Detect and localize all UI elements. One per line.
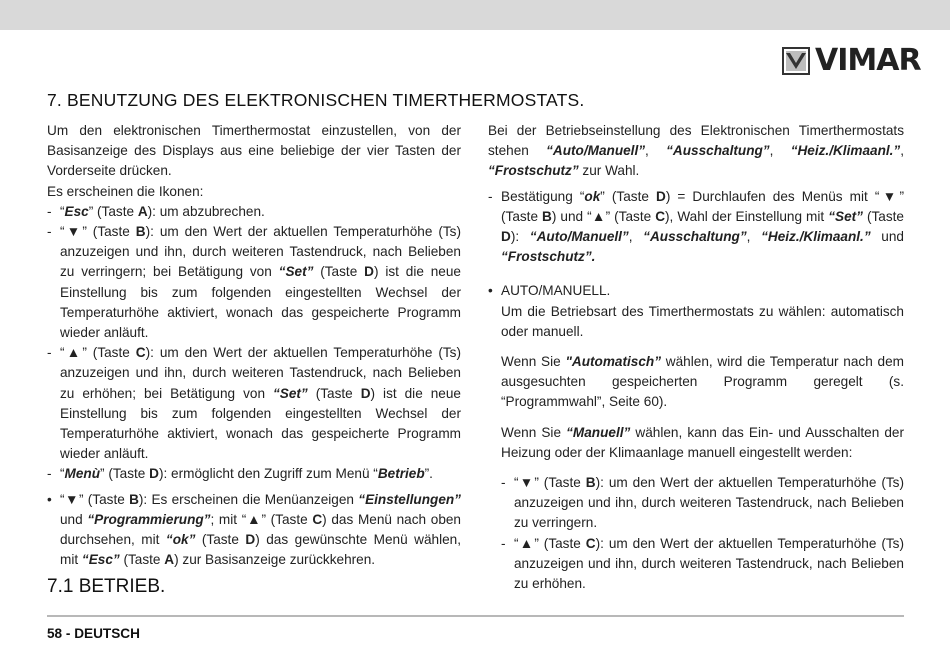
page-footer: 58 - DEUTSCH bbox=[47, 626, 140, 641]
mode-intro: Bei der Betriebseinstellung des Elektronischen Timerthermostats stehen “Auto/Manuell”, “Ausschaltung”, “Heiz./Klimaanl.”, “Frostschutz” zur Wahl. bbox=[488, 123, 905, 179]
vimar-logo bbox=[782, 43, 921, 78]
left-column bbox=[47, 121, 461, 570]
automatic-paragraph: Wenn Sie "Automatisch” wählen, wird die Temperatur nach dem ausgesuchten gespeicherten Programm geregelt (s. “Programmwahl”, Seite 60). bbox=[501, 354, 904, 410]
sub-item-up: - “▲” (Taste C): um den Wert der aktuellen Temperaturhöhe (Ts) anzuzeigen und ihn, durch weiteren Tastendruck, nach Belieben zu erhöhen. bbox=[501, 534, 904, 595]
right-column bbox=[488, 121, 904, 594]
top-band bbox=[0, 0, 950, 30]
subsection-heading: 7.1 BETRIEB. bbox=[47, 576, 166, 597]
intro-paragraph: Um den elektronischen Timerthermostat einzustellen, von der Basisanzeige des Displays aus eine beliebige der vier Tasten der Vorderseite drücken. bbox=[47, 123, 461, 179]
list-item-up: - “▲” (Taste C): um den Wert der aktuellen Temperaturhöhe (Ts) anzuzeigen und ihn, durch weiteren Tastendruck, nach Belieben zu erhöhen; bei Betätigung von “Set” (Taste D) ist die neue Einstellung bis zum folgenden eingestellten Wechsel der Temperaturhöhe aktiviert, wonach das gespeicherte Programm wieder anläuft. bbox=[47, 343, 461, 464]
footer-divider bbox=[47, 615, 904, 617]
manual-sublist bbox=[501, 473, 904, 594]
list-item-menu: - “Menù” (Taste D): ermöglicht den Zugriff zum Menü “Betrieb”. bbox=[47, 464, 461, 484]
auto-manual-desc: Um die Betriebsart des Timerthermostats zu wählen: automatisch oder manuell. bbox=[501, 303, 904, 339]
sub-item-down: - “▼” (Taste B): um den Wert der aktuellen Temperaturhöhe (Ts) anzuzeigen und ihn, durch weiteren Tastendruck, nach Belieben zu verringern. bbox=[501, 473, 904, 534]
vimar-emblem-icon bbox=[782, 47, 810, 75]
bullet-auto-manual bbox=[488, 281, 904, 594]
auto-manual-title: • AUTO/MANUELL. bbox=[501, 283, 611, 299]
list-item-confirm: - Bestätigung “ok” (Taste D) = Durchlaufen des Menüs mit “▼” (Taste B) und “▲” (Taste C), Wahl der Einstellung mit “Set” (Taste D): “Auto/Manuell”, “Ausschaltung”, “Heiz./Klimaanl.” und “Frostschutz”. bbox=[488, 187, 904, 268]
section-heading: 7. BENUTZUNG DES ELEKTRONISCHEN TIMERTHERMOSTATS. bbox=[47, 90, 585, 110]
list-item-down: - “▼” (Taste B): um den Wert der aktuellen Temperaturhöhe (Ts) anzuzeigen und ihn, durch weiteren Tastendruck, nach Belieben zu verringern; bei Betätigung von “Set” (Taste D) ist die neue Einstellung bis zum folgenden eingestellten Wechsel der Temperaturhöhe aktiviert, wonach das gespeicherte Programm wieder anläuft. bbox=[47, 222, 461, 343]
list-item-esc: - “Esc” (Taste A): um abzubrechen. bbox=[47, 202, 461, 222]
manual-paragraph: Wenn Sie “Manuell” wählen, kann das Ein- und Ausschalten der Heizung oder der Klimaanlage manuell eingestellt werden: bbox=[501, 424, 905, 460]
bullet-item-menu-down: • “▼” (Taste B): Es erscheinen die Menüanzeigen “Einstellungen” und “Programmierung”; mit “▲” (Taste C) das Menü nach oben durchsehen, mit “ok” (Taste D) das gewünschte Menü wählen, mit “Esc” (Taste A) zur Basisanzeige zurückkehren. bbox=[47, 490, 461, 571]
icons-line: Es erscheinen die Ikonen: bbox=[47, 183, 204, 199]
logo-text: VIMAR bbox=[815, 43, 921, 78]
